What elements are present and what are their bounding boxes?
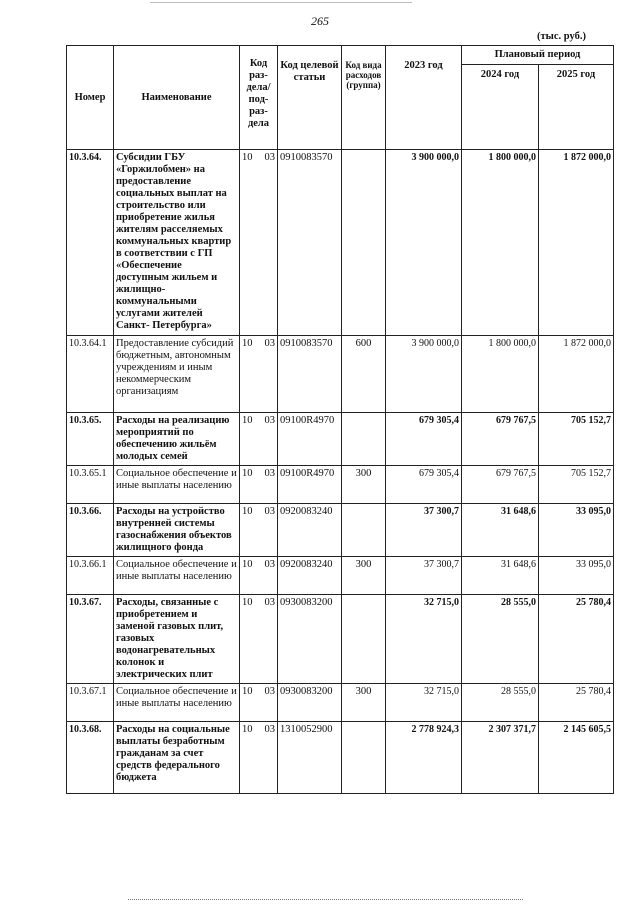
row-expense-type — [342, 413, 386, 466]
row-amount-2024: 31 648,6 — [462, 504, 539, 557]
row-number: 10.3.66. — [67, 504, 114, 557]
row-number: 10.3.64. — [67, 150, 114, 336]
table-row — [67, 413, 614, 466]
row-subsection: 03 — [264, 724, 275, 735]
row-section-code — [240, 684, 278, 722]
table-row — [67, 595, 614, 684]
row-section: 10 — [242, 559, 253, 570]
row-amount-2024: 28 555,0 — [462, 684, 539, 722]
row-amount-2023: 3 900 000,0 — [386, 336, 462, 413]
row-name: Предоставление субсидий бюджетным, автономным учреждениям и иным некоммерческим организациям — [114, 336, 240, 413]
row-subsection: 03 — [264, 506, 275, 517]
row-expense-type — [342, 595, 386, 684]
row-section-code — [240, 504, 278, 557]
row-subsection: 03 — [264, 338, 275, 349]
table-row — [67, 336, 614, 413]
row-amount-2023: 32 715,0 — [386, 595, 462, 684]
header-number: Номер — [67, 46, 114, 150]
row-section: 10 — [242, 338, 253, 349]
row-amount-2023: 37 300,7 — [386, 504, 462, 557]
budget-table — [66, 45, 614, 794]
table-row — [67, 684, 614, 722]
row-number: 10.3.66.1 — [67, 557, 114, 595]
row-amount-2024: 28 555,0 — [462, 595, 539, 684]
row-expense-type — [342, 150, 386, 336]
row-number: 10.3.65.1 — [67, 466, 114, 504]
header-2025: 2025 год — [539, 65, 614, 150]
row-section-code — [240, 336, 278, 413]
row-number: 10.3.65. — [67, 413, 114, 466]
row-amount-2023: 3 900 000,0 — [386, 150, 462, 336]
row-target-code: 0920083240 — [278, 557, 342, 595]
row-amount-2025: 25 780,4 — [539, 684, 614, 722]
row-amount-2024: 679 767,5 — [462, 413, 539, 466]
row-section: 10 — [242, 415, 253, 426]
page-number: 265 — [311, 14, 329, 28]
row-section-code — [240, 150, 278, 336]
row-amount-2025: 2 145 605,5 — [539, 722, 614, 794]
row-target-code: 0930083200 — [278, 595, 342, 684]
row-target-code: 09100R4970 — [278, 413, 342, 466]
row-subsection: 03 — [264, 686, 275, 697]
row-name: Социальное обеспечение и иные выплаты населению — [114, 684, 240, 722]
row-amount-2025: 1 872 000,0 — [539, 150, 614, 336]
row-name: Субсидии ГБУ «Горжилобмен» на предоставление социальных выплат на строительство или приобретение жилья жителям расселяемых коммунальных квартир в соответствии с ГП «Обеспечение доступным жильем и жилищно- коммунальными услугами жителей Санкт- Петербурга» — [114, 150, 240, 336]
row-target-code: 0910083570 — [278, 150, 342, 336]
top-rule — [150, 2, 412, 3]
row-amount-2024: 1 800 000,0 — [462, 150, 539, 336]
row-target-code: 1310052900 — [278, 722, 342, 794]
row-name: Социальное обеспечение и иные выплаты населению — [114, 466, 240, 504]
row-subsection: 03 — [264, 597, 275, 608]
row-amount-2024: 2 307 371,7 — [462, 722, 539, 794]
row-section: 10 — [242, 506, 253, 517]
table-header — [67, 46, 614, 150]
row-target-code: 09100R4970 — [278, 466, 342, 504]
row-expense-type: 600 — [342, 336, 386, 413]
row-target-code: 0910083570 — [278, 336, 342, 413]
row-amount-2023: 679 305,4 — [386, 466, 462, 504]
row-number: 10.3.67. — [67, 595, 114, 684]
table-row — [67, 722, 614, 794]
row-subsection: 03 — [264, 468, 275, 479]
row-expense-type — [342, 504, 386, 557]
unit-label: (тыс. руб.) — [537, 31, 586, 42]
table-row — [67, 466, 614, 504]
row-amount-2025: 33 095,0 — [539, 557, 614, 595]
row-section: 10 — [242, 152, 253, 163]
row-name: Расходы на социальные выплаты безработным гражданам за счет средств федерального бюджета — [114, 722, 240, 794]
row-target-code: 0920083240 — [278, 504, 342, 557]
row-section: 10 — [242, 597, 253, 608]
row-name: Социальное обеспечение и иные выплаты населению — [114, 557, 240, 595]
row-amount-2025: 1 872 000,0 — [539, 336, 614, 413]
table-row — [67, 504, 614, 557]
header-name: Наименование — [114, 46, 240, 150]
row-amount-2023: 37 300,7 — [386, 557, 462, 595]
header-2024: 2024 год — [462, 65, 539, 150]
row-section-code — [240, 722, 278, 794]
row-number: 10.3.67.1 — [67, 684, 114, 722]
bottom-rule — [128, 899, 523, 900]
row-target-code: 0930083200 — [278, 684, 342, 722]
row-amount-2025: 705 152,7 — [539, 466, 614, 504]
row-amount-2023: 32 715,0 — [386, 684, 462, 722]
row-expense-type: 300 — [342, 557, 386, 595]
table-row — [67, 150, 614, 336]
row-subsection: 03 — [264, 152, 275, 163]
row-section-code — [240, 557, 278, 595]
row-section: 10 — [242, 686, 253, 697]
table-row — [67, 557, 614, 595]
table-body — [67, 150, 614, 794]
header-planned-period: Плановый период — [462, 46, 614, 65]
row-name: Расходы на реализацию мероприятий по обеспечению жильём молодых семей — [114, 413, 240, 466]
row-amount-2025: 705 152,7 — [539, 413, 614, 466]
row-amount-2024: 1 800 000,0 — [462, 336, 539, 413]
row-expense-type: 300 — [342, 466, 386, 504]
row-amount-2023: 2 778 924,3 — [386, 722, 462, 794]
row-number: 10.3.64.1 — [67, 336, 114, 413]
header-expense-type: Код вида расходов (группа) — [342, 46, 386, 150]
header-section: Код раз- дела/ под- раз- дела — [240, 46, 278, 150]
row-subsection: 03 — [264, 559, 275, 570]
row-section: 10 — [242, 724, 253, 735]
header-2023: 2023 год — [386, 46, 462, 150]
row-subsection: 03 — [264, 415, 275, 426]
row-number: 10.3.68. — [67, 722, 114, 794]
row-name: Расходы на устройство внутренней системы газоснабжения объектов жилищного фонда — [114, 504, 240, 557]
row-section: 10 — [242, 468, 253, 479]
row-expense-type: 300 — [342, 684, 386, 722]
row-expense-type — [342, 722, 386, 794]
row-section-code — [240, 413, 278, 466]
row-amount-2024: 31 648,6 — [462, 557, 539, 595]
row-amount-2025: 25 780,4 — [539, 595, 614, 684]
row-amount-2025: 33 095,0 — [539, 504, 614, 557]
row-section-code — [240, 466, 278, 504]
row-section-code — [240, 595, 278, 684]
row-amount-2023: 679 305,4 — [386, 413, 462, 466]
header-target: Код целевой статьи — [278, 46, 342, 150]
row-amount-2024: 679 767,5 — [462, 466, 539, 504]
row-name: Расходы, связанные с приобретением и заменой газовых плит, газовых водонагревательных колонок и электрических плит — [114, 595, 240, 684]
